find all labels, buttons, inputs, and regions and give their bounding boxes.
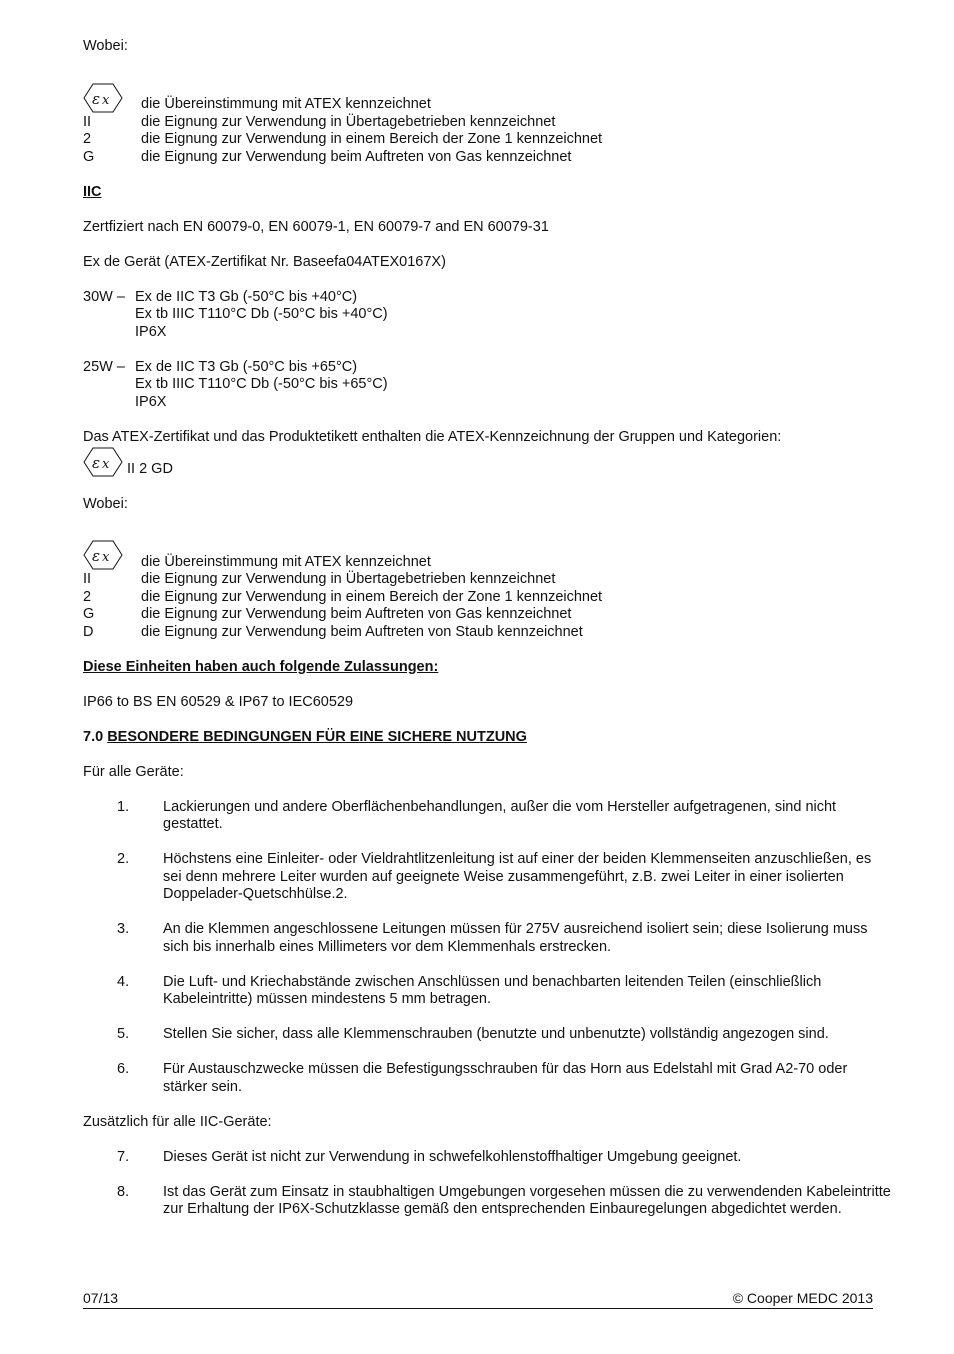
list-text: Für Austauschzwecke müssen die Befestigungsschrauben für das Horn aus Edelstahl mit Grad A2-70 oder stärker sein. [163, 1061, 848, 1095]
list-item [83, 851, 893, 904]
rating-line: IP6X [135, 323, 167, 340]
list-item [83, 974, 893, 1009]
list-item [83, 1184, 893, 1219]
list-text: Stellen Sie sicher, dass alle Klemmenschrauben (benutzte und unbenutzte) vollständig angezogen sind. [163, 1026, 829, 1042]
atex-marking-intro: Das ATEX-Zertifikat und das Produktetikett enthalten die ATEX-Kennzeichnung der Gruppen und Kategorien: [83, 428, 782, 445]
ex-de-certificate: Ex de Gerät (ATEX-Zertifikat Nr. Baseefa04ATEX0167X) [83, 253, 446, 270]
svg-text:ε: ε [92, 89, 101, 108]
definition-list-1 [83, 82, 893, 167]
ex-hexagon-icon [83, 539, 141, 571]
list-number: 6. [117, 1061, 130, 1077]
list-item [83, 1149, 893, 1167]
page-footer [83, 1290, 873, 1309]
definition-key: G [83, 606, 95, 622]
definition-row [83, 606, 893, 624]
list-text: Ist das Gerät zum Einsatz in staubhaltigen Umgebungen vorgesehen müssen die zu verwendenden Kabeleintritte zur Erhaltung der IP6X-Schutzklasse gemäß den entsprechenden Einbauregelungen abgedichtet werden. [163, 1183, 891, 1217]
list-text: Die Luft- und Kriechabstände zwischen Anschlüssen und benachbarten leitenden Teilen (einschließlich Kabeleintritte) müssen mindestens 5 mm betragen. [163, 973, 822, 1007]
definition-row [83, 589, 893, 607]
definition-row [83, 82, 893, 114]
definition-key: 2 [83, 131, 92, 147]
document-page [83, 38, 893, 1219]
definition-key: II [83, 113, 92, 130]
rating-25w [83, 359, 893, 412]
section-heading [83, 729, 893, 747]
svg-text:x: x [102, 550, 110, 565]
svg-text:x: x [102, 457, 110, 472]
atex-marking-text: II 2 GD [127, 460, 173, 477]
list-number: 3. [117, 921, 130, 937]
definition-row [83, 539, 893, 571]
list-item [83, 799, 893, 834]
list-number: 5. [117, 1026, 130, 1042]
footer-copyright: © Cooper MEDC 2013 [732, 1290, 873, 1306]
section-title: BESONDERE BEDINGUNGEN FÜR EINE SICHERE NUTZUNG [107, 728, 527, 745]
definition-key: D [83, 623, 94, 640]
list-text: Höchstens eine Einleiter- oder Vieldrahtlitzenleitung ist auf einer der beiden Klemmenseiten anzuschließen, es sei denn mehrere Leiter wurden auf geeignete Weise zusammengeführt, z.B. zwei Leiter in einer isolierten Doppelader-Quetschhülse.2. [163, 851, 872, 902]
intro-wobei-1: Wobei: [83, 38, 128, 54]
list-number: 2. [117, 851, 130, 867]
iic-devices-label: Zusätzlich für alle IIC-Geräte: [83, 1113, 272, 1130]
definition-text: die Eignung zur Verwendung in Übertagebetrieben kennzeichnet [141, 113, 556, 130]
definition-key: 2 [83, 588, 92, 605]
ex-hexagon-icon [83, 82, 141, 114]
svg-text:ε: ε [92, 454, 101, 472]
intro-wobei-2: Wobei: [83, 495, 128, 512]
definition-text: die Eignung zur Verwendung beim Auftreten von Staub kennzeichnet [141, 623, 583, 640]
certification-standards: Zertfiziert nach EN 60079-0, EN 60079-1, EN 60079-7 and EN 60079-31 [83, 218, 549, 235]
conditions-list [83, 799, 893, 1097]
footer-date: 07/13 [83, 1290, 119, 1306]
all-devices-label: Für alle Geräte: [83, 763, 184, 780]
rating-line: Ex tb IIIC T110°C Db (-50°C bis +65°C) [135, 376, 388, 392]
section-number: 7.0 [83, 728, 104, 745]
atex-marking [83, 446, 893, 478]
iic-heading: IIC [83, 183, 102, 200]
definition-row [83, 114, 893, 132]
definition-list-2 [83, 539, 893, 641]
list-item [83, 921, 893, 956]
definition-text: die Eignung zur Verwendung beim Auftreten von Gas kennzeichnet [141, 148, 572, 165]
rating-line: Ex de IIC T3 Gb (-50°C bis +65°C) [135, 358, 358, 375]
list-number: 7. [117, 1148, 130, 1165]
rating-30w [83, 289, 893, 342]
definition-text: die Eignung zur Verwendung in Übertagebetrieben kennzeichnet [141, 571, 556, 587]
rating-lead: 30W – [83, 288, 125, 305]
list-number: 8. [117, 1183, 130, 1200]
list-text: Dieses Gerät ist nicht zur Verwendung in schwefelkohlenstoffhaltiger Umgebung geeignet. [163, 1148, 742, 1165]
definition-row [83, 149, 893, 167]
approvals-heading: Diese Einheiten haben auch folgende Zulassungen: [83, 658, 439, 675]
approvals-text: IP66 to BS EN 60529 & IP67 to IEC60529 [83, 693, 354, 710]
rating-line: Ex tb IIIC T110°C Db (-50°C bis +40°C) [135, 306, 388, 322]
definition-text: die Eignung zur Verwendung beim Auftreten von Gas kennzeichnet [141, 606, 572, 622]
iic-conditions-list [83, 1149, 893, 1219]
definition-text: die Übereinstimmung mit ATEX kennzeichnet [141, 553, 431, 570]
list-item [83, 1026, 893, 1044]
definition-text: die Eignung zur Verwendung in einem Bereich der Zone 1 kennzeichnet [141, 131, 603, 147]
definition-key: G [83, 148, 95, 165]
ex-hexagon-icon [83, 446, 127, 478]
definition-row [83, 131, 893, 149]
rating-line: Ex de IIC T3 Gb (-50°C bis +40°C) [135, 288, 358, 305]
svg-text:ε: ε [92, 547, 101, 565]
list-number: 1. [117, 798, 130, 815]
svg-text:x: x [102, 92, 110, 108]
rating-lead: 25W – [83, 358, 125, 375]
definition-row [83, 571, 893, 589]
list-text: Lackierungen und andere Oberflächenbehandlungen, außer die vom Hersteller aufgetragenen, sind nicht gestattet. [163, 798, 837, 832]
definition-key: II [83, 571, 92, 587]
definition-text: die Übereinstimmung mit ATEX kennzeichnet [141, 96, 431, 112]
list-text: An die Klemmen angeschlossene Leitungen müssen für 275V ausreichend isoliert sein; diese Isolierung muss sich bis innerhalb eines Millimeters vor dem Klemmenhals erstrecken. [163, 921, 868, 955]
rating-line: IP6X [135, 393, 167, 410]
list-item [83, 1061, 893, 1096]
list-number: 4. [117, 973, 130, 990]
definition-text: die Eignung zur Verwendung in einem Bereich der Zone 1 kennzeichnet [141, 588, 603, 605]
definition-row [83, 624, 893, 642]
